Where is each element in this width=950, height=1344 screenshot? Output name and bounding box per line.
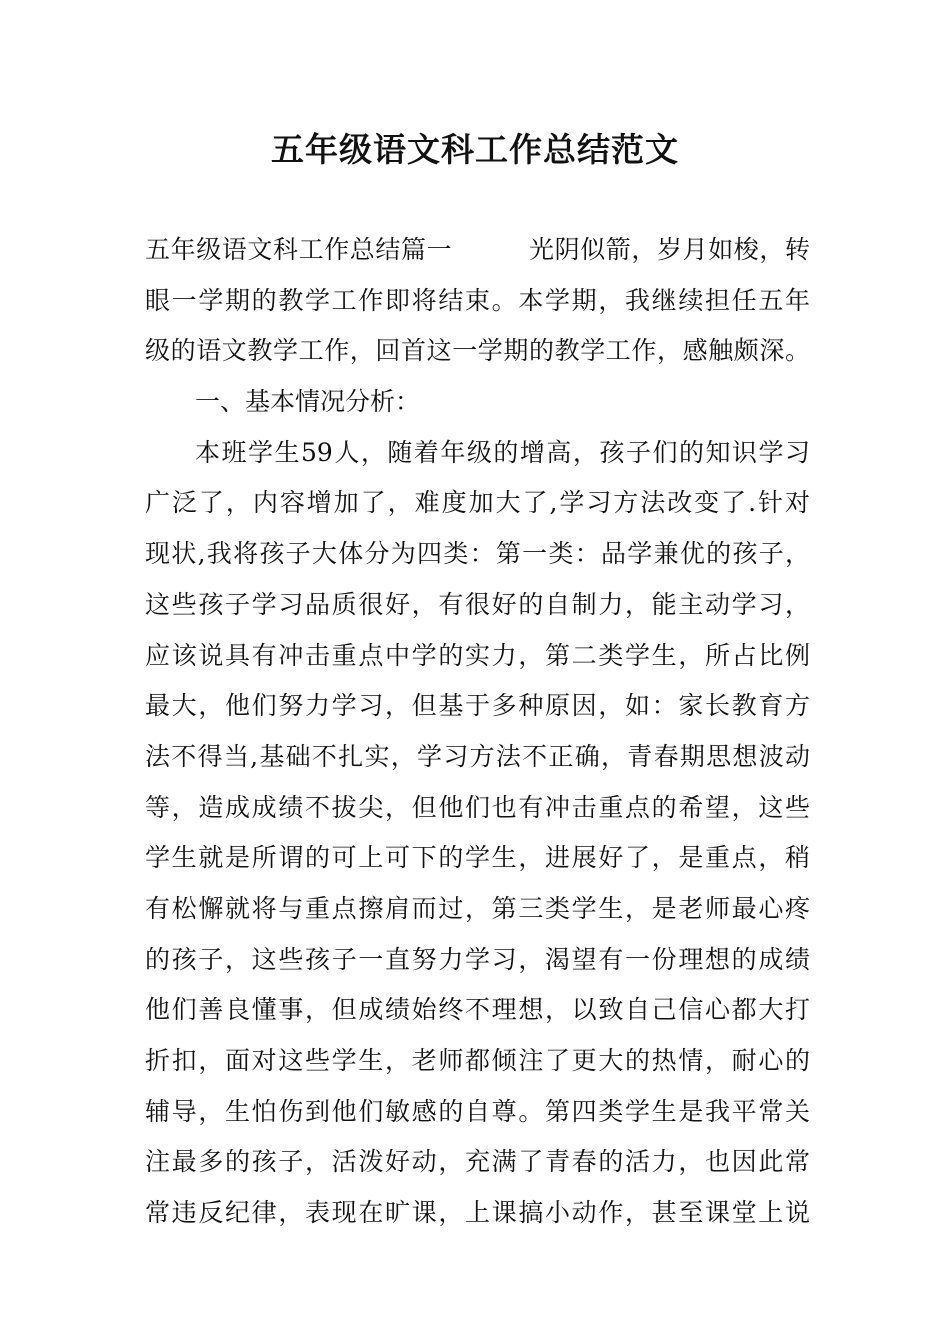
text-line: 他们善良懂事，但成绩始终不理想，以致自己信心都大打 — [145, 995, 810, 1025]
section-heading: 一、基本情况分析： — [195, 387, 421, 417]
text-line: 应该说具有冲击重点中学的实力，第二类学生，所占比例 — [145, 640, 810, 670]
text-line: 现状,我将孩子大体分为四类：第一类：品学兼优的孩子， — [145, 539, 810, 569]
text-line: 折扣，面对这些学生，老师都倾注了更大的热情，耐心的 — [145, 1046, 810, 1075]
text-line: 注最多的孩子，活泼好动，充满了青春的活力，也因此常 — [145, 1147, 810, 1177]
text-line: 有松懈就将与重点擦肩而过，第三类学生，是老师最心疼 — [145, 893, 810, 923]
text-line: 最大，他们努力学习，但基于多种原因，如：家长教育方 — [145, 691, 810, 721]
text-line: 辅导，生怕伤到他们敏感的自尊。第四类学生是我平常关 — [145, 1096, 810, 1126]
text-line: 等，造成成绩不拔尖，但他们也有冲击重点的希望，这些 — [145, 792, 810, 822]
text-line: 常违反纪律，表现在旷课，上课搞小动作，甚至课堂上说 — [145, 1198, 810, 1228]
document-body — [145, 225, 810, 1239]
text-line: 这些孩子学习品质很好，有很好的自制力，能主动学习， — [145, 589, 810, 619]
text-line: 学生就是所谓的可上可下的学生，进展好了，是重点，稍 — [145, 843, 810, 873]
text-line: 五年级语文科工作总结篇一 光阴似箭，岁月如梭，转 — [145, 235, 810, 264]
text-line: 法不得当,基础不扎实，学习方法不正确，青春期思想波动 — [145, 741, 810, 771]
text-line: 广泛了，内容增加了，难度加大了,学习方法改变了.针对 — [145, 488, 810, 518]
text-line: 眼一学期的教学工作即将结束。本学期，我继续担任五年 — [145, 285, 810, 315]
text-line: 本班学生59人，随着年级的增高，孩子们的知识学习 — [195, 437, 810, 467]
text-line: 的孩子，这些孩子一直努力学习，渴望有一份理想的成绩 — [145, 944, 810, 974]
text-line: 级的语文教学工作，回首这一学期的教学工作，感触颇深。 — [145, 336, 810, 366]
document-title: 五年级语文科工作总结范文 — [271, 130, 679, 169]
